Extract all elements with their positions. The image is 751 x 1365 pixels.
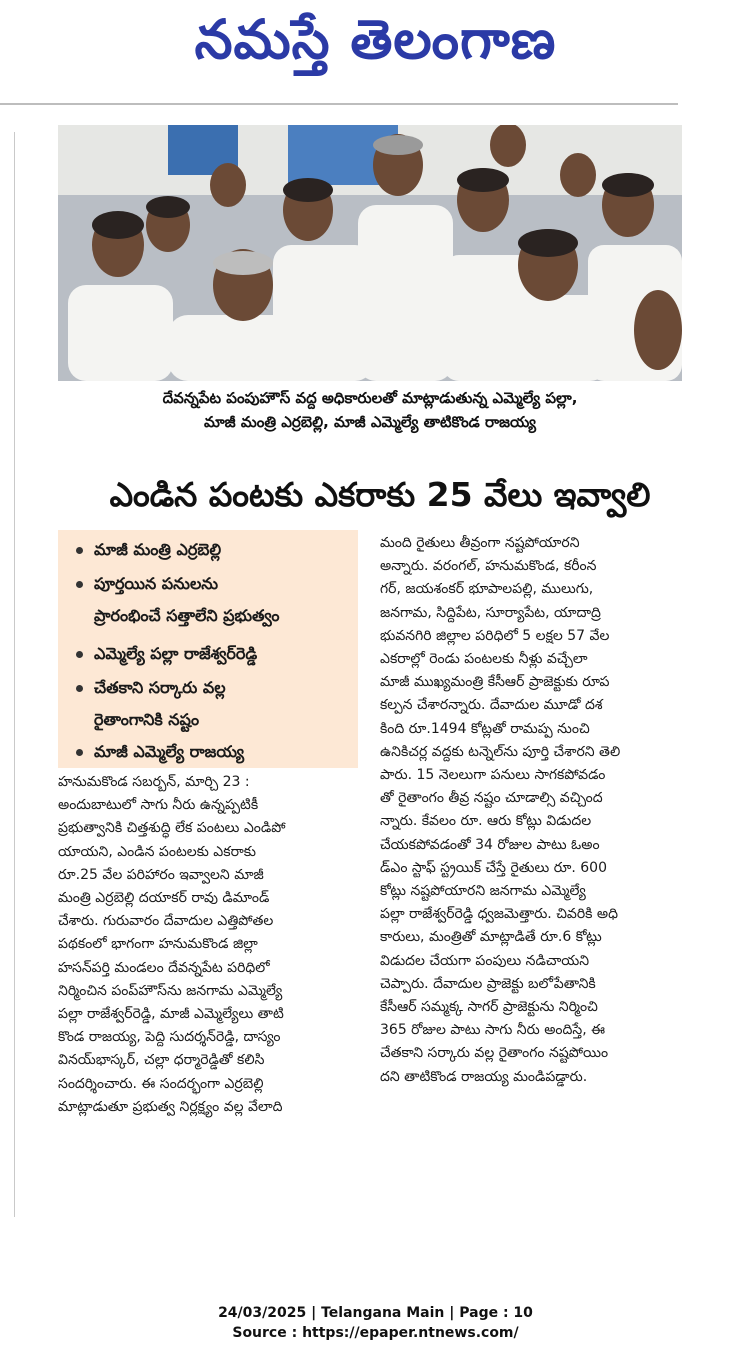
masthead — [0, 0, 751, 105]
text-line: చెప్పారు. దేవాదుల ప్రాజెక్టు బలోపేతానికి — [380, 975, 596, 992]
text-line: మాజీ ముఖ్యమంత్రి కేసీఆర్ ప్రాజెక్టుకు రూప — [380, 674, 610, 691]
caption-line: మాజీ మంత్రి ఎర్రబెల్లి, మాజీ ఎమ్మెల్యే తాటికొండ రాజయ్య — [203, 413, 537, 431]
text-line: రూ.25 వేల పరిహారం ఇవ్వాలని మాజీ — [58, 866, 264, 883]
highlight-item: ఎమ్మెల్యే పల్లా రాజేశ్వర్‌రెడ్డి — [76, 638, 356, 670]
text-line: చేతకాని సర్కారు వల్ల రైతాంగం నష్టపోయిం — [380, 1045, 609, 1062]
text-line: తో రైతాంగం తీవ్ర నష్టం చూడాల్సి వచ్చింద — [380, 790, 603, 807]
text-line: అన్నారు. వరంగల్, హనుమకొండ, కరీంన — [380, 558, 597, 575]
bullet-icon — [76, 547, 83, 554]
text-line: అందుబాటులో సాగు నీరు ఉన్నప్పటికీ — [58, 797, 259, 814]
text-line: చేయకపోవడంతో 34 రోజుల పాటు ఓఅం — [380, 836, 600, 853]
text-line: విడుదల చేయగా పంపులు నడిచాయని — [380, 952, 590, 969]
text-line: చేశారు. గురువారం దేవాదుల ఎత్తిపోతల — [58, 913, 274, 930]
photo-people-group-icon — [58, 125, 682, 381]
bullet-icon — [76, 685, 83, 692]
text-line: ఎకరాల్లో రెండు పంటలకు నీళ్లు వచ్చేలా — [380, 651, 588, 668]
text-line: మంది రైతులు తీవ్రంగా నష్టపోయారని — [380, 535, 580, 551]
text-line: 365 రోజుల పాటు సాగు నీరు అందిస్తే, ఈ — [380, 1022, 606, 1039]
caption-line: దేవన్నపేట పంపుహౌస్ వద్ద అధికారులతో మాట్లాడుతున్న ఎమ్మెల్యే పల్లా, — [162, 389, 578, 407]
text-line: హనుమకొండ సబర్బన్, మార్చి 23 : — [58, 774, 250, 790]
text-line: కారులు, మంత్రితో మాట్లాడితే రూ.6 కోట్లు — [380, 929, 602, 946]
text-line: పల్లా రాజేశ్వర్‌రెడ్డి, మాజీ ఎమ్మెల్యేలు తాటి — [58, 1006, 284, 1023]
text-line: యాయని, ఎండిన పంటలకు ఎకరాకు — [58, 843, 256, 860]
footer-source-line: Source : https://epaper.ntnews.com/ — [232, 1325, 519, 1341]
text-line: పల్లా రాజేశ్వర్‌రెడ్డి ధ్వజమెత్తారు. చివరికి అధి — [380, 906, 619, 923]
text-line: దని తాటికొండ రాజయ్య మండిపడ్డారు. — [380, 1068, 588, 1085]
highlight-item-continued: రైతాంగానికి నష్టం — [94, 710, 200, 729]
highlight-item: మాజీ ఎమ్మెల్యే రాజయ్య — [76, 736, 356, 768]
highlight-item: పూర్తయిన పనులను — [76, 568, 356, 600]
text-line: నిర్మించిన పంప్‌హౌస్‌ను జనగామ ఎమ్మెల్యే — [58, 982, 283, 999]
footer-date-line: 24/03/2025 | Telangana Main | Page : 10 — [218, 1305, 533, 1321]
text-line: న్నారు. కేవలం రూ. ఆరు కోట్లు విడుదల — [380, 813, 592, 830]
text-line: హసన్‌పర్తి మండలం దేవన్నపేట పరిధిలో — [58, 959, 270, 976]
text-line: పారు. 15 నెలలుగా పనులు సాగకపోవడం — [380, 767, 606, 784]
text-line: పథకంలో భాగంగా హనుమకొండ జిల్లా — [58, 936, 258, 953]
highlight-item: చేతకాని సర్కారు వల్ల — [76, 672, 356, 704]
text-line: వినయ్‌భాస్కర్, చల్లా ధర్మారెడ్డితో కలిసి — [58, 1052, 265, 1069]
news-photo — [58, 125, 682, 381]
photo-caption — [58, 386, 682, 434]
text-line: కొండ రాజయ్య, పెద్ది సుదర్శన్‌రెడ్డి, దాస్యం — [58, 1029, 281, 1046]
text-line: కల్పన చేశారన్నారు. దేవాదుల మూడో దశ — [380, 697, 603, 714]
highlight-item-continued: ప్రారంభించే సత్తాలేని ప్రభుత్వం — [94, 606, 280, 625]
page-footer — [0, 1303, 751, 1343]
text-line: మాట్లాడుతూ ప్రభుత్వ నిర్లక్ష్యం వల్ల వేలాది — [58, 1098, 283, 1115]
text-line: సందర్శించారు. ఈ సందర్భంగా ఎర్రబెల్లి — [58, 1075, 264, 1092]
text-line: కింది రూ.1494 కోట్లతో రామప్ప నుంచి — [380, 720, 590, 737]
text-line: గర్, జయశంకర్ భూపాలపల్లి, ములుగు, — [380, 581, 594, 598]
text-line: డ్‌ఎం స్టాఫ్ స్ట్రయిక్ చేస్తే రైతులు రూ. 600 — [380, 859, 607, 876]
text-line: కేసీఆర్ సమ్మక్క సాగర్ ప్రాజెక్టును నిర్మించి — [380, 999, 598, 1016]
article-column-left — [58, 771, 358, 1119]
article-column-right — [380, 532, 685, 1089]
text-line: ప్రభుత్వానికి చిత్తశుద్ధి లేక పంటలు ఎండిపో — [58, 820, 286, 837]
bullet-icon — [76, 749, 83, 756]
bullet-icon — [76, 651, 83, 658]
text-line: ఉనికిచర్ల వద్దకు టన్నెల్‌ను పూర్తి చేశారని తెలి — [380, 743, 621, 760]
masthead-divider — [0, 103, 678, 105]
highlight-item: మాజీ మంత్రి ఎర్రబెల్లి — [76, 534, 356, 566]
bullet-icon — [76, 581, 83, 588]
text-line: కోట్లు నష్టపోయారని జనగామ ఎమ్మెల్యే — [380, 883, 586, 900]
text-line: భువనగిరి జిల్లాల పరిధిలో 5 లక్షల 57 వేల — [380, 627, 610, 644]
highlights-box — [58, 530, 358, 768]
newspaper-title: నమస్తే తెలంగాణ — [194, 8, 557, 71]
text-line: మంత్రి ఎర్రబెల్లి దయాకర్ రావు డిమాండ్ — [58, 890, 270, 907]
text-line: జనగామ, సిద్దిపేట, సూర్యాపేట, యాదాద్రి — [380, 604, 601, 621]
article-headline: ఎండిన పంటకు ఎకరాకు 25 వేలు ఇవ్వాలి — [109, 475, 651, 514]
page-edge-bar — [0, 132, 15, 1217]
